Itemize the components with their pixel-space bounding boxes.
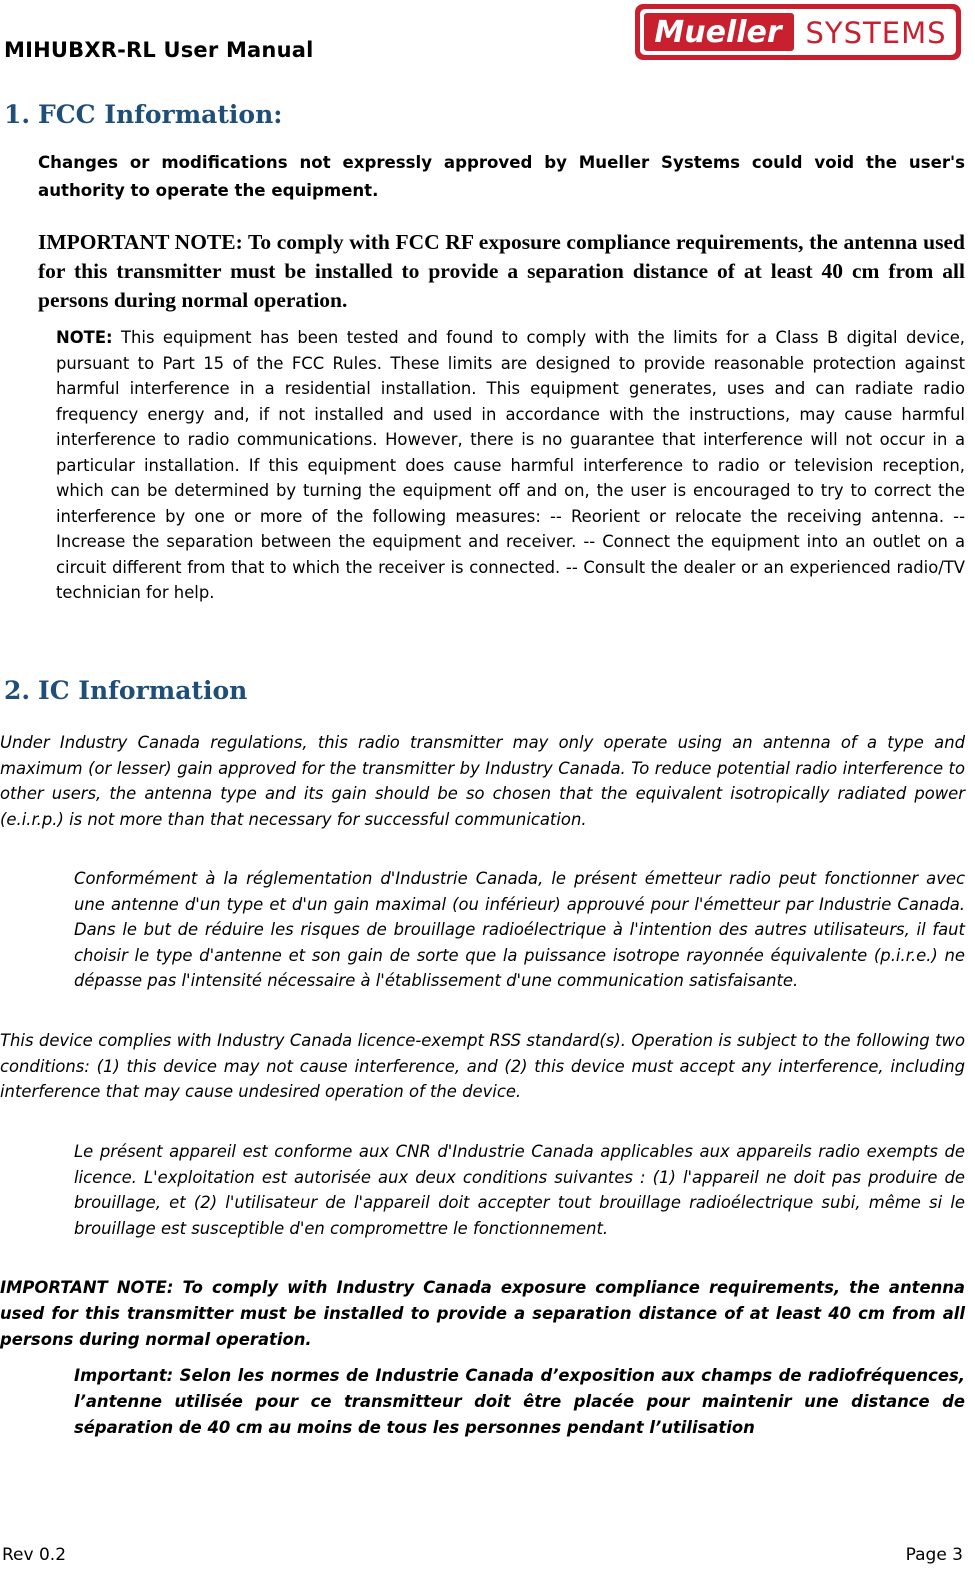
fcc-class-b-note — [56, 325, 965, 606]
section-2-title: IC Information — [38, 676, 248, 705]
ic-rss-paragraph-en: This device complies with Industry Canada licence-exempt RSS standard(s). Operation is subject to the following two conditions: (1) this device may not cause interference, and (2) this device must accept any interference, including interference that may cause undesired operation of the device. — [0, 1031, 965, 1101]
section-1-number: 1. — [4, 100, 31, 129]
section-2-heading — [4, 676, 247, 705]
footer-page-number: Page 3 — [905, 1545, 963, 1565]
section-1-heading — [4, 100, 283, 129]
ic-antenna-paragraph-en: Under Industry Canada regulations, this radio transmitter may only operate using an antenna of a type and maximum (or lesser) gain approved for the transmitter by Industry Canada. To reduce potential radio interference to other users, the antenna type and its gain should be so chosen that the equivalent isotropically radiated power (e.i.r.p.) is not more than that necessary for successful communication. — [0, 733, 965, 829]
mueller-systems-logo — [634, 2, 964, 64]
ic-rss-paragraph-fr: Le présent appareil est conforme aux CNR d'Industrie Canada applicables aux appareils radio exempts de licence. L'exploitation est autorisée aux deux conditions suivantes : (1) l'appareil ne doit pas produire de brouillage, et (2) l'utilisateur de l'appareil doit accepter tout brouillage radioélectrique subi, même si le brouillage est susceptible d'en compromettre le fonctionnement. — [74, 1142, 965, 1238]
section-1-title: FCC Information: — [38, 100, 283, 129]
fcc-modification-warning: Changes or modifications not expressly approved by Mueller Systems could void the user's authority to operate the equipment. — [38, 153, 965, 200]
ic-exposure-note-en: IMPORTANT NOTE: To comply with Industry Canada exposure compliance requirements, the antenna used for this transmitter must be installed to provide a separation distance of at least 40 cm from all persons during normal operation. — [0, 1278, 965, 1349]
manual-title: MIHUBXR-RL User Manual — [4, 38, 314, 62]
section-2-number: 2. — [4, 676, 31, 705]
footer-revision: Rev 0.2 — [2, 1545, 67, 1565]
note-text: This equipment has been tested and found to comply with the limits for a Class B digital device, pursuant to Part 15 of the FCC Rules. These limits are designed to provide reasonable protection against harmful interference in a residential installation. This equipment generates, uses and can radiate radio frequency energy and, if not installed and used in accordance with the instructions, may cause harmful interference to radio communications. However, there is no guarantee that interference will not occur in a particular installation. If this equipment does cause harmful interference to radio or television reception, which can be determined by turning the equipment off and on, the user is encouraged to try to correct the interference by one or more of the following measures: -- Reorient or relocate the receiving antenna. -- Increase the separation between the equipment and receiver. -- Connect the equipment into an outlet on a circuit different from that to which the receiver is connected. -- Consult the dealer or an experienced radio/TV technician for help. — [56, 328, 965, 602]
ic-exposure-note-fr: Important: Selon les normes de Industrie Canada d’exposition aux champs de radiofréquences, l’antenne utilisée pour ce transmitteur doit être placée pour maintenir une distance de séparation de 40 cm au moins de tous les personnes pendant l’utilisation — [74, 1366, 965, 1437]
note-label: NOTE: — [56, 328, 113, 347]
svg-text:Mueller: Mueller — [654, 15, 782, 50]
fcc-important-note: IMPORTANT NOTE: To comply with FCC RF exposure compliance requirements, the antenna used for this transmitter must be installed to provide a separation distance of at least 40 cm from all persons during normal operation. — [38, 230, 965, 312]
ic-antenna-paragraph-fr: Conformément à la réglementation d'Industrie Canada, le présent émetteur radio peut fonctionner avec une antenne d'un type et d'un gain maximal (ou inférieur) approuvé pour l'émetteur par Industrie Canada. Dans le but de réduire les risques de brouillage radioélectrique à l'intention des autres utilisateurs, il faut choisir le type d'antenne et son gain de sorte que la puissance isotrope rayonnée équivalente (p.i.r.e.) ne dépasse pas l'intensité nécessaire à l'établissement d'une communication satisfaisante. — [74, 869, 965, 990]
svg-text:SYSTEMS: SYSTEMS — [805, 16, 947, 50]
